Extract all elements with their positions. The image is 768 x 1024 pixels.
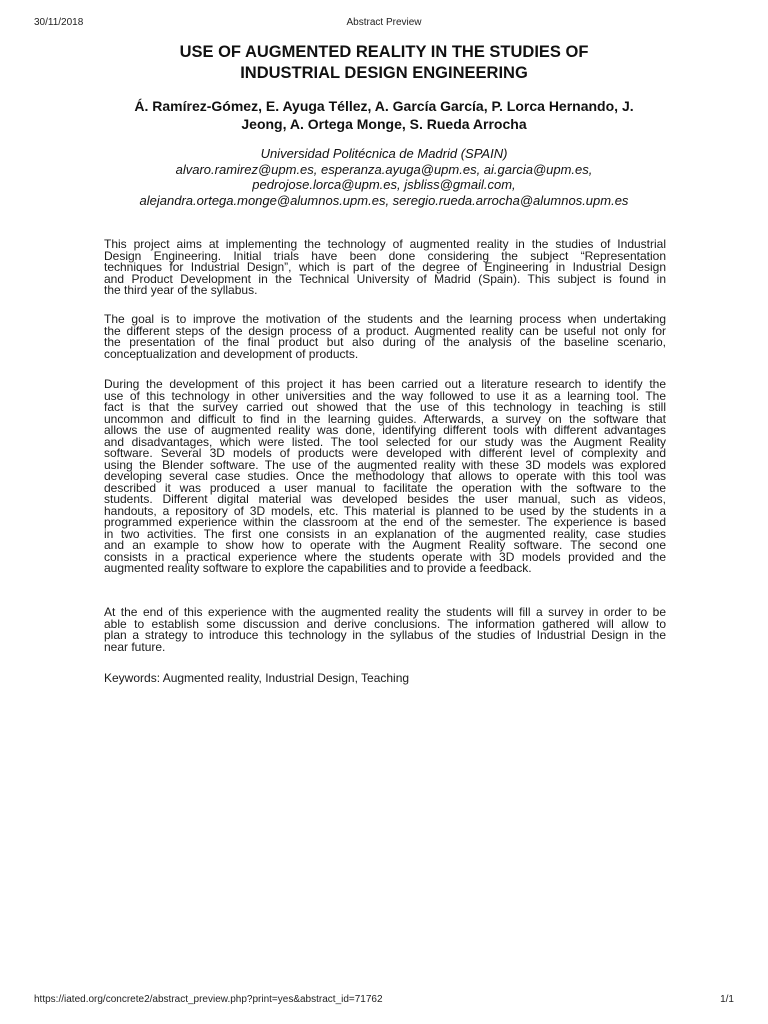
paragraph-line: and an example to show how to operate with the Augment Reality software. The second one xyxy=(104,538,666,552)
abstract-paragraph-1 xyxy=(104,239,666,297)
abstract-paragraph-4 xyxy=(104,607,666,653)
paragraph-line: software. Several 3D models of products were developed with different level of complexity and xyxy=(104,446,666,460)
abstract-paragraph-2 xyxy=(104,314,666,360)
page-number: 1/1 xyxy=(720,994,734,1005)
paragraph-line: the different steps of the design process of a product. Augmented reality can be useful not only for xyxy=(104,323,666,338)
paragraph-line: using the Blender software. The use of the augmented reality with these 3D models was explored xyxy=(104,457,666,472)
paragraph-line: The goal is to improve the motivation of the students and the learning process when undertaking xyxy=(104,312,666,326)
print-header xyxy=(34,17,734,31)
abstract-paragraph-3 xyxy=(104,379,666,575)
affiliation-block xyxy=(90,146,678,208)
keywords: Keywords: Augmented reality, Industrial Design, Teaching xyxy=(104,671,410,685)
affiliation-emails-line: pedrojose.lorca@upm.es, jsbliss@gmail.com, xyxy=(252,177,516,192)
affiliation-university: Universidad Politécnica de Madrid (SPAIN) xyxy=(260,146,508,161)
paragraph-line: handouts, a repository of 3D models, etc. This material is planned to be used by the students in a xyxy=(104,503,666,518)
paragraph-line: described it was produced a user manual to facilitate the operation with the software to the xyxy=(104,480,666,495)
document-title-line: INDUSTRIAL DESIGN ENGINEERING xyxy=(240,64,528,82)
paragraph-line: in two activities. The first one consists in an explanation of the augmented reality, case studies xyxy=(104,526,666,541)
affiliation-emails-line: alvaro.ramirez@upm.es, esperanza.ayuga@upm.es, ai.garcia@upm.es, xyxy=(175,161,593,177)
paragraph-line: At the end of this experience with the augmented reality the students will fill a survey in order to be xyxy=(104,605,666,619)
print-date: 30/11/2018 xyxy=(34,17,84,28)
paragraph-line: the presentation of the final product but also during of the analysis of the baseline scenario, xyxy=(104,335,666,349)
document-title xyxy=(110,42,658,84)
paragraph-line: and Product Development in the Technical University of Madrid (Spain). This subject is found in xyxy=(104,271,666,286)
paragraph-line: programmed experience within the classroom at the end of the semester. The experience is based xyxy=(104,515,666,529)
paragraph-line: conceptualization and development of products. xyxy=(104,346,359,361)
paragraph-line: near future. xyxy=(104,639,166,654)
paragraph-line: plan a strategy to introduce this technology in the syllabus of the studies of Industrial Design in the xyxy=(104,628,666,642)
paragraph-line: fact is that the survey carried out showed that the use of this technology in teaching is still xyxy=(104,400,666,414)
paragraph-line: the third year of the syllabus. xyxy=(104,283,258,297)
print-page-title: Abstract Preview xyxy=(346,17,422,28)
print-url: https://iated.org/concrete2/abstract_preview.php?print=yes&abstract_id=71762 xyxy=(34,994,383,1005)
paragraph-line: and disadvantages, which were listed. The tool selected for our study was the Augment Reality xyxy=(104,434,666,449)
paragraph-line: developing several case studies. Once the methodology that allows to operate with this tool was xyxy=(104,469,666,483)
paragraph-line: augmented reality software to explore the capabilities and to provide a feedback. xyxy=(104,561,532,575)
paragraph-line: Design Engineering. Initial trials have been done considering the subject “Representation xyxy=(104,248,666,263)
paragraph-line: students. Different digital material was developed besides the user manual, such as videos, xyxy=(104,492,666,506)
paragraph-line: During the development of this project it has been carried out a literature research to identify the xyxy=(104,377,666,391)
paragraph-line: able to establish some discussion and derive conclusions. The information gathered will allow to xyxy=(104,616,666,631)
paragraph-line: techniques for Industrial Design”, which is part of the degree of Engineering in Industrial Design xyxy=(104,260,666,274)
paragraph-line: use of this technology in other universities and the way followed to use it as a learning tool. The xyxy=(104,388,666,403)
document-title-line: USE OF AUGMENTED REALITY IN THE STUDIES OF xyxy=(179,43,589,61)
paragraph-line: uncommon and difficult to find in the learning guides. Afterwards, a survey on the software that xyxy=(104,411,666,426)
paragraph-line: allows the use of augmented reality was done, identifying different tools with different advantages xyxy=(104,423,666,437)
paragraph-line: This project aims at implementing the technology of augmented reality in the studies of Industrial xyxy=(104,237,666,251)
author-line: Á. Ramírez-Gómez, E. Ayuga Téllez, A. García García, P. Lorca Hernando, J. xyxy=(134,98,634,114)
paragraph-line: consists in a practical experience where the students operate with 3D models provided and the xyxy=(104,549,666,564)
print-footer xyxy=(34,994,734,1008)
affiliation-emails-line: alejandra.ortega.monge@alumnos.upm.es, seregio.rueda.arrocha@alumnos.upm.es xyxy=(139,192,629,208)
author-list xyxy=(95,97,673,133)
author-line: Jeong, A. Ortega Monge, S. Rueda Arrocha xyxy=(241,116,527,132)
